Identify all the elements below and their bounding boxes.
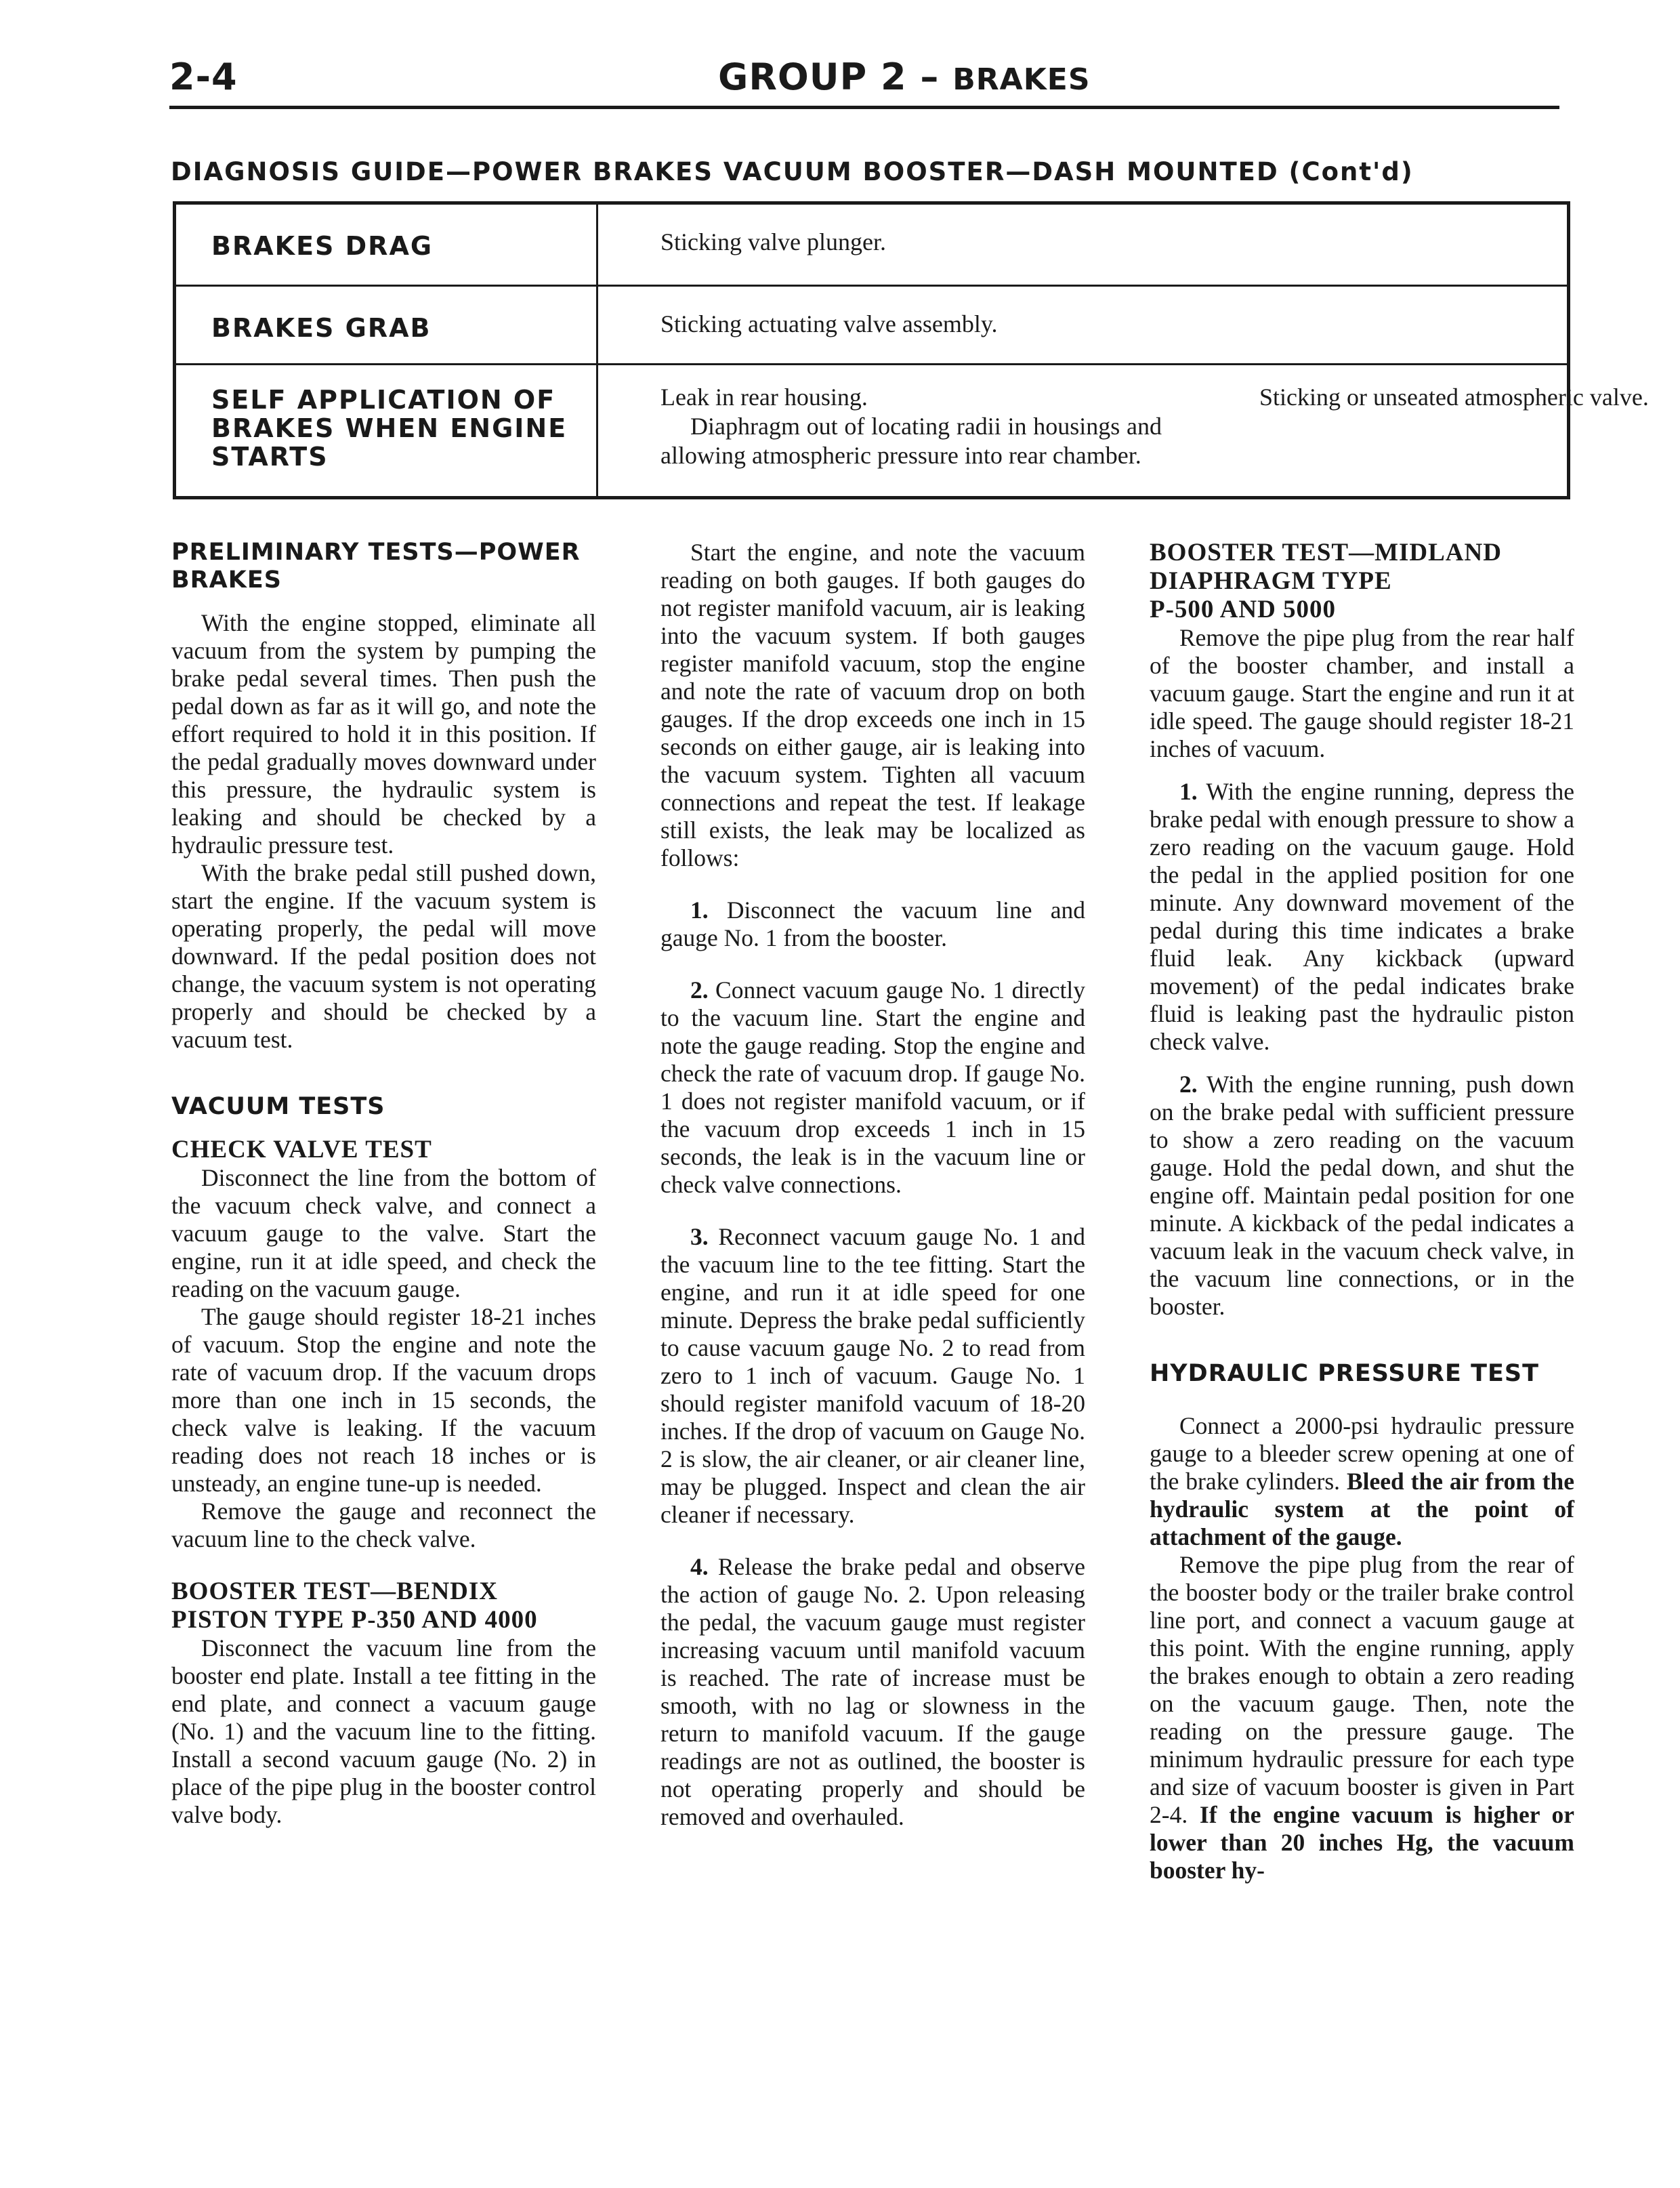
table-row	[176, 287, 1567, 365]
paragraph: Start the engine, and note the vacuum reading on both gauges. If both gauges do not register manifold vacuum, air is leaking into the vacuum system. If both gauges register manifold vacuum, stop the engine and note the rate of vacuum drop on both gauges. If the drop exceeds one inch in 15 seconds on either gauge, air is leaking into the vacuum system. Tighten all vacuum connections and repeat the test. If leakage still exists, the leak may be localized as follows:	[660, 539, 1085, 871]
column-divider	[596, 365, 598, 499]
emphasis-text: If the engine vacuum is higher or lower than 20 inches Hg, the vacuum booster hy-	[1150, 1801, 1575, 1884]
paragraph: Disconnect the line from the bottom of the vacuum check valve, and connect a vacuum gauge to the valve. Start the engine, run it at idle speed, and check the reading on the vacuum gauge.	[171, 1164, 596, 1302]
header-rule	[169, 106, 1559, 109]
diagnosis-table	[173, 201, 1649, 499]
step-text: Connect vacuum gauge No. 1 directly to the vacuum line. Start the engine and note the gauge reading. Stop the engine and check the rate of vacuum drop. If gauge No. 1 does not register manifold vacuum, or if the vacuum drop exceeds 1 inch in 15 seconds, the leak is in the vacuum line or check valve connections.	[660, 976, 1085, 1198]
step-item	[660, 1553, 1085, 1831]
group-label: GROUP 2	[718, 56, 907, 98]
cause-paragraph: Diaphragm out of locating radii in housings and allowing atmospheric pressure into rear chamber.	[660, 413, 1162, 469]
condition-cell	[211, 386, 567, 471]
section-heading: VACUUM TESTS	[171, 1093, 385, 1120]
table-row	[176, 205, 1567, 287]
paragraph	[1150, 1551, 1574, 1884]
paragraph: The gauge should register 18-21 inches of vacuum. Stop the engine and note the rate of vacuum drop. If the vacuum drops more than one inch in 15 seconds, the check valve is leaking. If the vacuum reading does not reach 18 inches or is unsteady, an engine tune-up is needed.	[171, 1303, 596, 1497]
paragraph: Remove the pipe plug from the rear half of the booster chamber, and install a vacuum gauge. Start the engine and run it at idle speed. The gauge should register 18-21 inches of vacuum.	[1150, 624, 1574, 762]
subsection-heading: DIAPHRAGM TYPE	[1150, 567, 1392, 595]
step-number: 1.	[1179, 778, 1198, 805]
step-item	[660, 1223, 1085, 1529]
paragraph: With the brake pedal still pushed down, start the engine. If the vacuum system is operating properly, the pedal will move downward. If the pedal position does not change, the vacuum system is not operating properly and should be checked by a vacuum test.	[171, 859, 596, 1053]
condition-line: BRAKES WHEN ENGINE	[211, 413, 568, 443]
subsection-heading: P-500 AND 5000	[1150, 596, 1337, 623]
step-item	[660, 896, 1085, 952]
step-number: 3.	[690, 1223, 709, 1250]
step-text: Release the brake pedal and observe the action of gauge No. 2. Upon releasing the pedal, the vacuum gauge must register increasing vacuum until manifold vacuum is reached. The rate of increase must be smooth, with no lag or slowness in the return to manifold vacuum. If the gauge readings are not as outlined, the booster is not operating properly and should be removed and overhauled.	[660, 1553, 1085, 1830]
text-column-1	[171, 539, 596, 1829]
text-column-2	[660, 539, 1085, 1831]
step-text: With the engine running, depress the brake pedal with enough pressure to show a zero reading on the vacuum gauge. Hold the pedal in the applied position for one minute. Any downward movement of the pedal during this time indicates a brake fluid leak. Any kickback (upward movement) of the pedal indicates brake fluid is leaking past the hydraulic piston check valve.	[1150, 778, 1574, 1055]
running-head	[718, 56, 1091, 98]
condition-line: STARTS	[211, 442, 329, 472]
paragraph: Disconnect the vacuum line from the booster end plate. Install a tee fitting in the end plate, and connect a vacuum gauge (No. 1) and the vacuum line to the fitting. Install a second vacuum gauge (No. 2) in place of the pipe plug in the booster control valve body.	[171, 1634, 596, 1828]
paragraph: Remove the gauge and reconnect the vacuum line to the check valve.	[171, 1498, 596, 1552]
subsection-heading: CHECK VALVE TEST	[171, 1136, 432, 1163]
cause-cell: Sticking valve plunger.	[660, 228, 886, 255]
step-number: 2.	[690, 976, 709, 1004]
condition-line: SELF APPLICATION OF	[211, 385, 556, 415]
condition-cell: BRAKES DRAG	[211, 231, 434, 261]
section-heading: BRAKES	[171, 566, 282, 594]
group-separator: –	[906, 56, 953, 98]
paragraph: With the engine stopped, eliminate all vacuum from the system by pumping the brake pedal several times. Then push the pedal down as far as it will go, and note the effort required to hold it in this position. If the pedal gradually moves downward under this pressure, the hydraulic system is leaking and should be checked by a hydraulic pressure test.	[171, 609, 596, 859]
step-text: Reconnect vacuum gauge No. 1 and the vacuum line to the tee fitting. Start the engine, and run it at idle speed for one minute. Depress the brake pedal sufficiently to cause vacuum gauge No. 2 to read from zero to 1 inch of vacuum. Gauge No. 1 should register manifold vacuum of 18-20 inches. If the drop of vacuum on Gauge No. 2 is slow, the air cleaner, or air cleaner line, may be plugged. Inspect and clean the air cleaner if necessary.	[660, 1223, 1085, 1528]
step-item	[660, 976, 1085, 1199]
step-item	[1150, 1071, 1574, 1321]
step-number: 4.	[690, 1553, 709, 1580]
table-row	[176, 365, 1649, 499]
subsection-heading: PISTON TYPE P-350 AND 4000	[171, 1606, 538, 1634]
paragraph-text: Connect a 2000-psi hydraulic pressure gauge to a bleeder screw opening at one of the brake cylinders.	[1150, 1412, 1574, 1495]
column-divider	[596, 287, 598, 363]
step-number: 1.	[690, 896, 709, 924]
emphasis-text: Bleed the air from the hydraulic system at the point of attachment of the gauge.	[1150, 1468, 1574, 1550]
diagnosis-guide-title: DIAGNOSIS GUIDE—POWER BRAKES VACUUM BOOSTER—DASH MOUNTED (Cont'd)	[171, 157, 1414, 186]
cause-cell	[660, 383, 1680, 470]
section-heading: PRELIMINARY TESTS—POWER	[171, 539, 581, 566]
paragraph	[1150, 1412, 1574, 1551]
subsection-heading: BOOSTER TEST—BENDIX	[171, 1577, 499, 1605]
text-column-3	[1150, 539, 1574, 1884]
step-number: 2.	[1179, 1071, 1198, 1098]
cause-paragraph: Leak in rear housing.	[660, 384, 868, 411]
condition-cell: BRAKES GRAB	[211, 313, 432, 343]
step-text: Disconnect the vacuum line and gauge No. 1 from the booster.	[660, 896, 1085, 951]
paragraph-text: Remove the pipe plug from the rear of the booster body or the trailer brake control line port, and connect a vacuum gauge at this point. With the engine running, apply the brakes enough to obtain a zero reading on the vacuum gauge. Then, note the reading on the pressure gauge. The minimum hydraulic pressure for each type and size of vacuum booster is given in Part 2-4.	[1150, 1551, 1574, 1828]
cause-cell: Sticking actuating valve assembly.	[660, 310, 998, 337]
cause-paragraph: Sticking or unseated atmospheric valve.	[1259, 384, 1649, 411]
section-heading: HYDRAULIC PRESSURE TEST	[1150, 1360, 1539, 1387]
step-text: With the engine running, push down on the brake pedal with sufficient pressure to show a zero reading on the vacuum gauge. Hold the pedal down, and shut the engine off. Maintain pedal position for one minute. A kickback of the pedal indicates a vacuum leak in the vacuum check valve, in the vacuum line connections, or in the booster.	[1150, 1071, 1574, 1320]
subsection-heading: BOOSTER TEST—MIDLAND	[1150, 539, 1502, 566]
group-subject: BRAKES	[952, 62, 1091, 97]
page-number: 2-4	[169, 56, 238, 98]
step-item	[1150, 778, 1574, 1056]
column-divider	[596, 205, 598, 285]
